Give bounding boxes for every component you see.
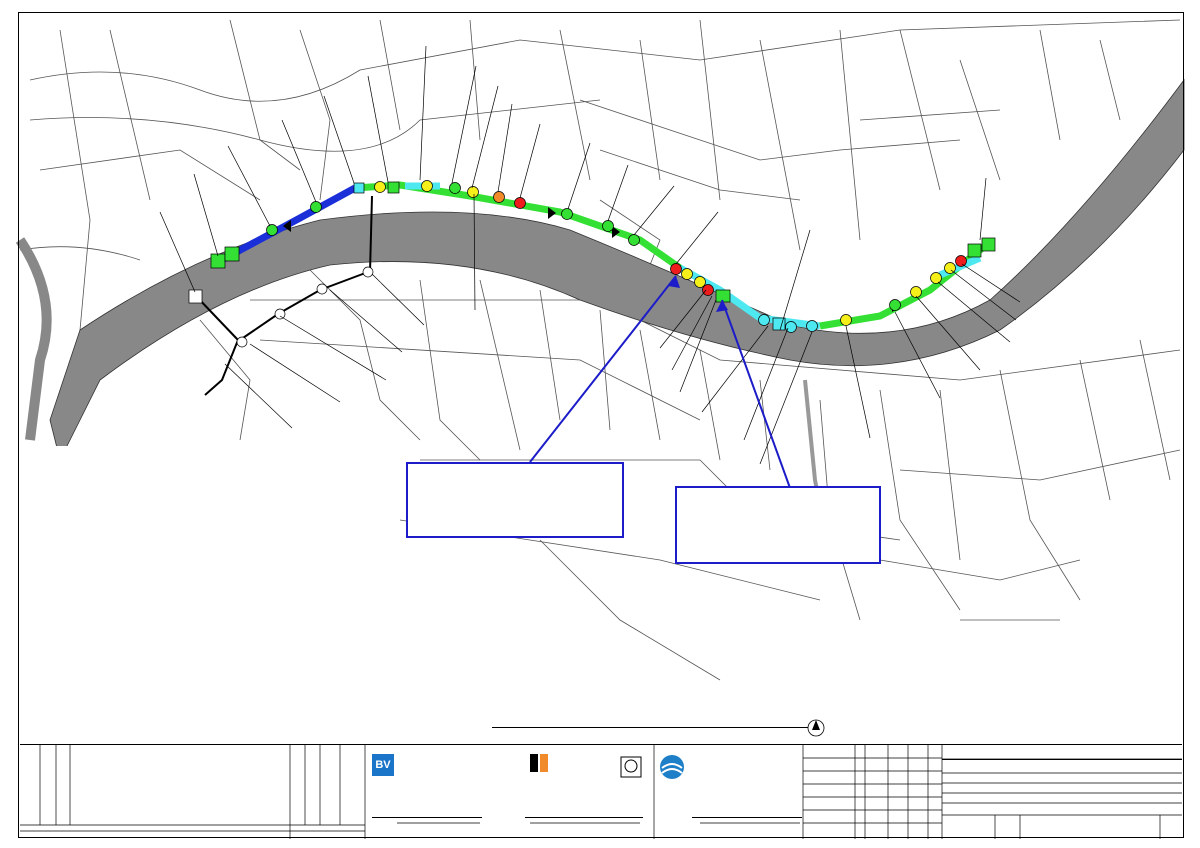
signature-role — [525, 817, 643, 819]
signature-2 — [525, 817, 643, 819]
activity-box-1 — [406, 462, 624, 538]
manila-water-logo — [658, 754, 690, 780]
bv-icon: BV — [372, 754, 394, 776]
project-title-block — [942, 745, 1182, 838]
black-veatch-logo — [372, 754, 398, 776]
signature-role — [692, 817, 802, 819]
dccd-logo — [528, 752, 635, 774]
signature-role — [372, 817, 482, 819]
water-drop-icon — [658, 754, 686, 780]
legend-panel — [34, 446, 392, 744]
activity-box-2 — [675, 486, 881, 564]
signature-1 — [372, 817, 482, 819]
company-name — [942, 745, 1182, 760]
dccd-icon — [528, 752, 552, 774]
seal-icon — [620, 756, 642, 778]
signature-3 — [692, 817, 802, 819]
symbol-legend — [1040, 616, 1182, 736]
